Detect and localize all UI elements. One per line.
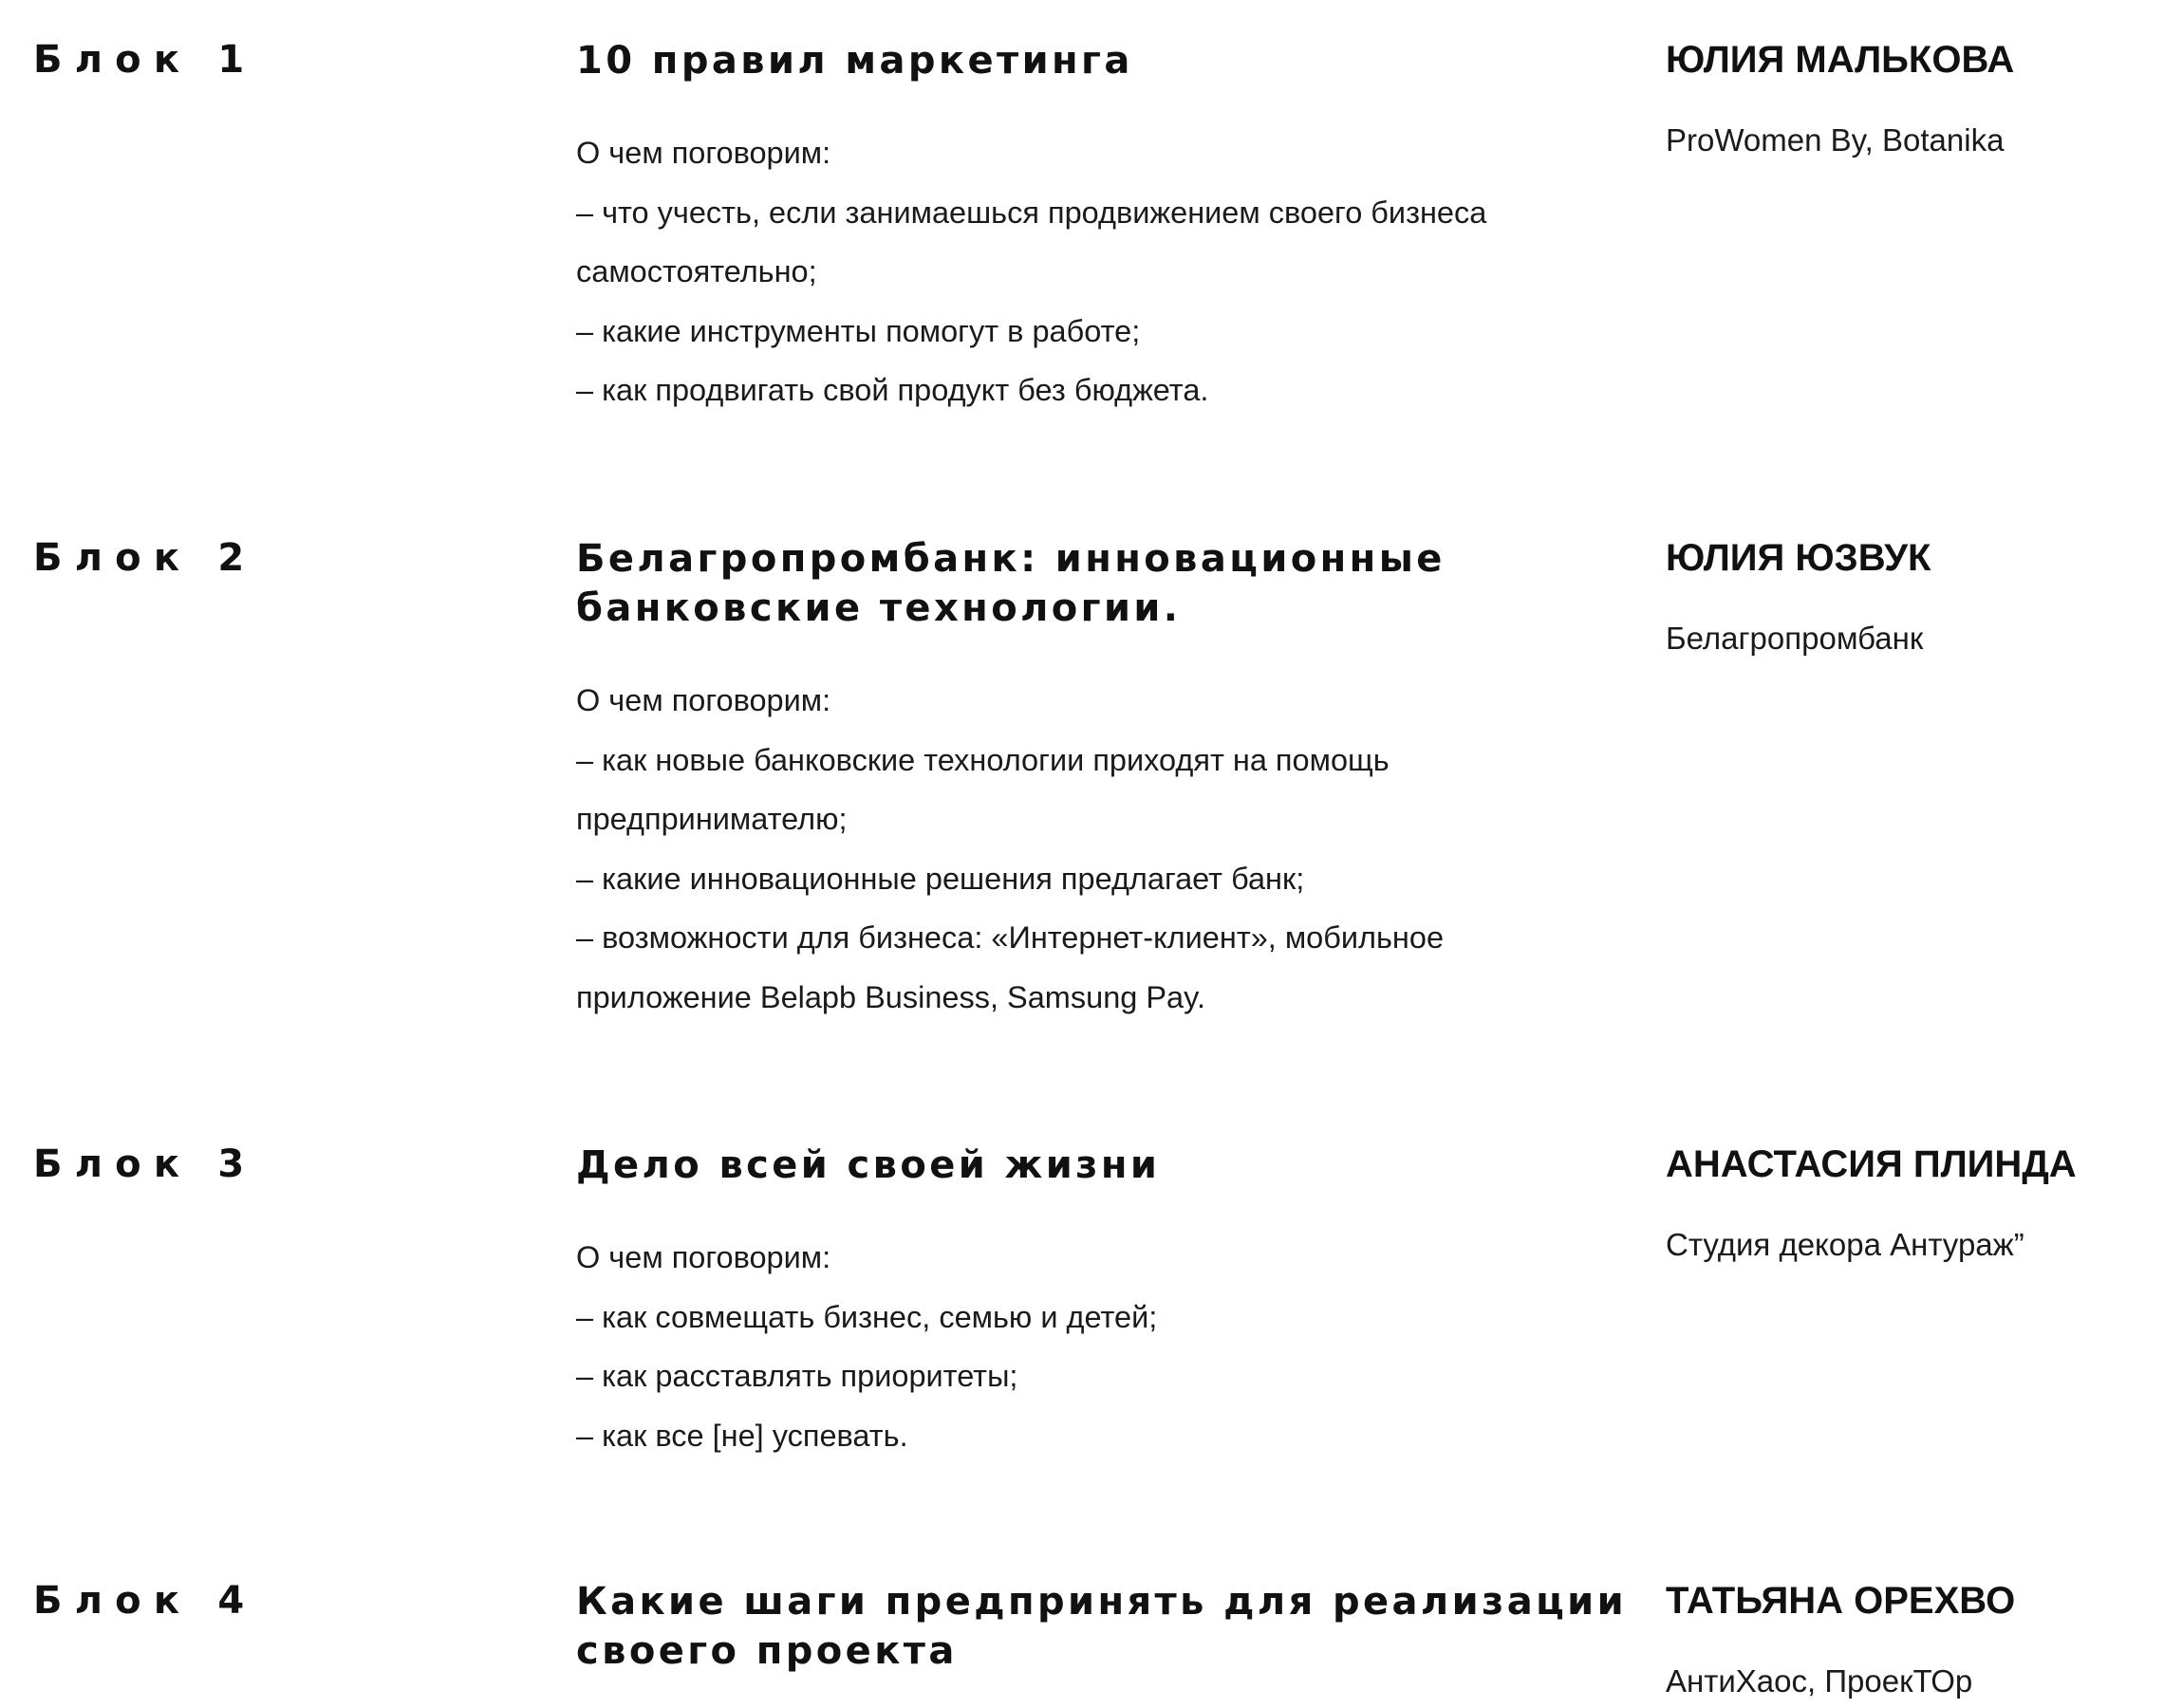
block-content [576,1577,1627,1676]
block-label: Блок 1 [33,38,257,82]
block-label: Блок 4 [33,1579,257,1623]
block-title: Белагропромбанк: инновационные банковские технологии. [576,537,1446,630]
speaker-info [1666,36,2159,159]
block-description [576,1228,1620,1465]
block-content [576,534,1620,1027]
description-line: – как продвигать свой продукт без бюджета. [576,373,1209,407]
block-title: Какие шаги предпринять для реализации своего проекта [576,1580,1627,1673]
speaker-organization: АнтиХаос, ПроекТОр [1666,1663,1973,1699]
description-line: – что учесть, если занимаешься продвижением своего бизнеса [576,195,1487,230]
block-description [576,123,1620,420]
block-content [576,1141,1620,1465]
block-label: Блок 3 [33,1142,257,1186]
description-line: – как все [не] успевать. [576,1418,908,1453]
block-title: Дело всей своей жизни [576,1143,1161,1187]
speaker-organization: Белагропромбанк [1666,621,1924,656]
description-line: приложение Belapb Business, Samsung Pay. [576,979,1205,1014]
description-line: О чем поговорим: [576,683,831,717]
block-title: 10 правил маркетинга [576,39,1133,83]
description-line: – как совмещать бизнес, семью и детей; [576,1299,1158,1334]
block-label: Блок 2 [33,536,257,580]
speaker-name: ТАТЬЯНА ОРЕХВО [1666,1580,2016,1622]
speaker-name: ЮЛИЯ ЮЗВУК [1666,537,1931,579]
speaker-info [1666,1577,2159,1700]
description-line: самостоятельно; [576,254,817,288]
speaker-organization: Студия декора Антураж” [1666,1227,2024,1262]
block-description [576,671,1620,1027]
description-line: О чем поговорим: [576,1240,831,1274]
description-line: – какие инновационные решения предлагает банк; [576,861,1305,896]
description-line: О чем поговорим: [576,136,831,170]
description-line: – как расставлять приоритеты; [576,1359,1018,1393]
speaker-organization: ProWomen By, Botanika [1666,122,2005,158]
description-line: – какие инструменты помогут в работе; [576,313,1141,348]
description-line: предпринимателю; [576,802,848,836]
speaker-name: АНАСТАСИЯ ПЛИНДА [1666,1143,2077,1185]
description-line: – как новые банковские технологии приходят на помощь [576,742,1390,777]
block-content [576,36,1620,420]
speaker-info [1666,534,2159,658]
speaker-name: ЮЛИЯ МАЛЬКОВА [1666,39,2015,81]
description-line: – возможности для бизнеса: «Интернет-клиент», мобильное [576,920,1445,955]
speaker-info [1666,1141,2159,1264]
